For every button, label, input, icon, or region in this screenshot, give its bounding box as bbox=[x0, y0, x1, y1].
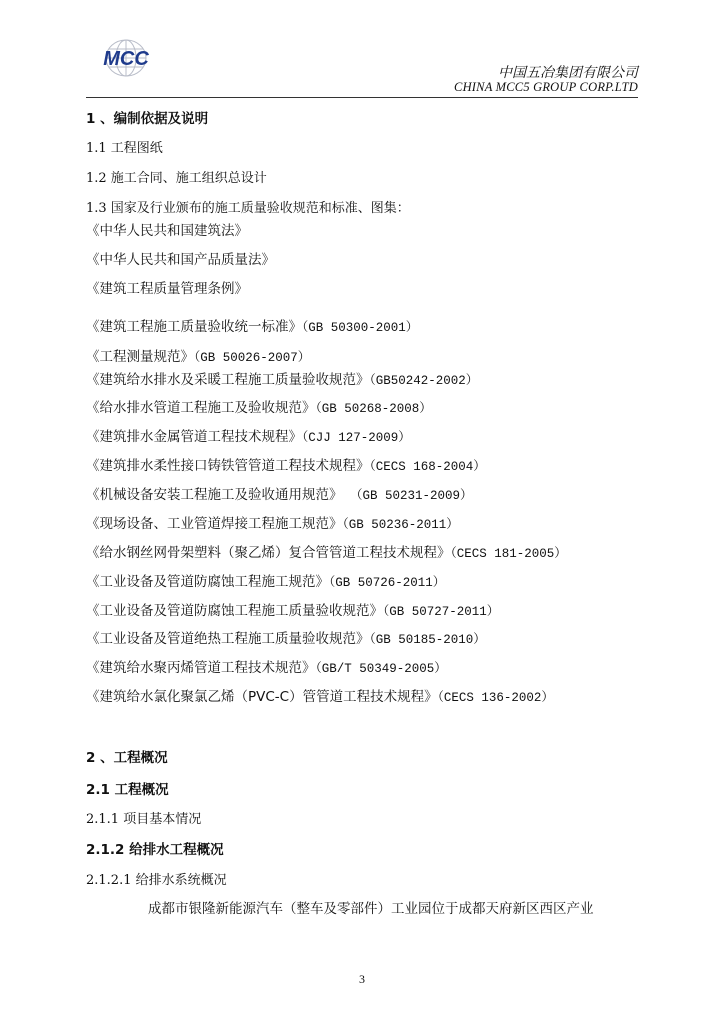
globe-logo-icon bbox=[92, 38, 160, 78]
standard-name: 《给水钢丝网骨架塑料（聚乙烯）复合管管道工程技术规程》 bbox=[86, 545, 451, 561]
standard-code: （GB 50726-2011） bbox=[329, 576, 446, 590]
body-paragraph: 成都市银隆新能源汽车（整车及零部件）工业园位于成都天府新区西区产业 bbox=[148, 901, 594, 917]
law-quality-management: 《建筑工程质量管理条例》 bbox=[86, 281, 248, 297]
section-1-heading: 1 、编制依据及说明 bbox=[86, 111, 209, 127]
standard-item bbox=[86, 368, 478, 388]
header-divider bbox=[86, 97, 638, 98]
standard-code: （CECS 168-2004） bbox=[369, 460, 486, 474]
item-1-3: 1.3 国家及行业颁布的施工质量验收规范和标准、图集： bbox=[86, 201, 410, 216]
standard-item bbox=[86, 454, 486, 474]
company-logo bbox=[92, 38, 160, 78]
standard-code: （GB 50300-2001） bbox=[302, 321, 419, 335]
standard-name: 《工业设备及管道防腐蚀工程施工规范》 bbox=[86, 574, 329, 590]
section-2-1-heading: 2.1 工程概况 bbox=[86, 782, 169, 798]
standard-code: （GB/T 50349-2005） bbox=[315, 662, 447, 676]
standard-item bbox=[86, 345, 310, 365]
standard-item bbox=[86, 685, 554, 705]
item-2-1-1: 2.1.1 项目基本情况 bbox=[86, 812, 202, 827]
standard-name: 《建筑给水排水及采暖工程施工质量验收规范》 bbox=[86, 372, 370, 388]
logo-text: MCC bbox=[103, 48, 149, 70]
standard-item bbox=[86, 396, 432, 416]
standard-code: （CJJ 127-2009） bbox=[302, 431, 411, 445]
section-2-heading: 2 、工程概况 bbox=[86, 750, 168, 766]
standard-code: （GB 50231-2009） bbox=[342, 489, 473, 503]
standard-name: 《给水排水管道工程施工及验收规范》 bbox=[86, 400, 316, 416]
standard-code: （CECS 181-2005） bbox=[450, 547, 567, 561]
standard-name: 《建筑排水金属管道工程技术规程》 bbox=[86, 429, 302, 445]
item-2-1-2-heading: 2.1.2 给排水工程概况 bbox=[86, 842, 224, 858]
standard-name: 《现场设备、工业管道焊接工程施工规范》 bbox=[86, 516, 343, 532]
standard-name: 《机械设备安装工程施工及验收通用规范》 bbox=[86, 487, 343, 503]
standard-code: （GB 50185-2010） bbox=[369, 633, 486, 647]
standard-item bbox=[86, 570, 445, 590]
standard-item bbox=[86, 425, 411, 445]
standard-code: （CECS 136-2002） bbox=[437, 691, 554, 705]
standard-name: 《工业设备及管道防腐蚀工程施工质量验收规范》 bbox=[86, 603, 383, 619]
law-construction: 《中华人民共和国建筑法》 bbox=[86, 223, 248, 239]
standard-name: 《建筑给水聚丙烯管道工程技术规范》 bbox=[86, 660, 316, 676]
standard-item bbox=[86, 315, 418, 335]
standard-item bbox=[86, 541, 567, 561]
item-1-2: 1.2 施工合同、施工组织总设计 bbox=[86, 171, 267, 186]
standard-item bbox=[86, 483, 473, 503]
standard-name: 《建筑排水柔性接口铸铁管管道工程技术规程》 bbox=[86, 458, 370, 474]
standard-code: （GB 50236-2011） bbox=[342, 518, 459, 532]
standard-item bbox=[86, 512, 459, 532]
standard-code: （GB 50026-2007） bbox=[194, 351, 311, 365]
item-2-1-2-1: 2.1.2.1 给排水系统概况 bbox=[86, 873, 227, 888]
item-1-1: 1.1 工程图纸 bbox=[86, 141, 163, 156]
standard-name: 《建筑给水氯化聚氯乙烯（PVC-C）管管道工程技术规程》 bbox=[86, 689, 438, 705]
standard-item bbox=[86, 627, 486, 647]
standard-name: 《工程测量规范》 bbox=[86, 349, 194, 365]
standard-code: （GB 50727-2011） bbox=[383, 605, 500, 619]
company-name-cn: 中国五冶集团有限公司 bbox=[498, 65, 638, 81]
standard-item bbox=[86, 656, 447, 676]
standard-code: （GB50242-2002） bbox=[369, 374, 479, 388]
standard-item bbox=[86, 599, 499, 619]
company-name-en: CHINA MCC5 GROUP CORP.LTD bbox=[454, 80, 638, 94]
law-product-quality: 《中华人民共和国产品质量法》 bbox=[86, 252, 275, 268]
standard-code: （GB 50268-2008） bbox=[315, 402, 432, 416]
standard-name: 《建筑工程施工质量验收统一标准》 bbox=[86, 319, 302, 335]
page-number: 3 bbox=[359, 972, 365, 986]
standard-name: 《工业设备及管道绝热工程施工质量验收规范》 bbox=[86, 631, 370, 647]
